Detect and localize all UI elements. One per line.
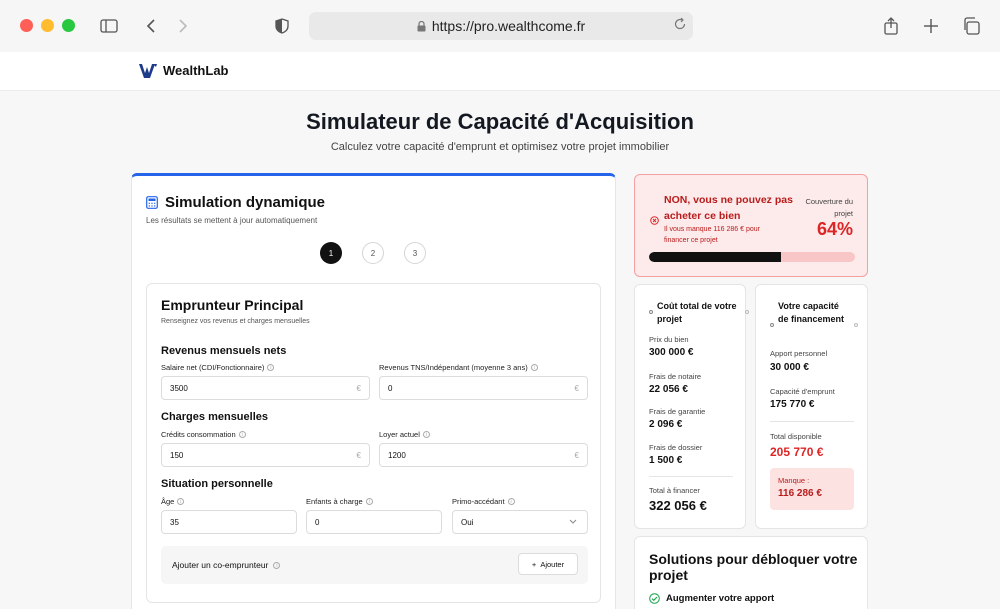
total-label: Total à financer: [649, 486, 700, 495]
financing-title: [778, 300, 850, 326]
coverage-value: 64%: [816, 219, 853, 239]
divider: [649, 476, 733, 477]
page-title: Simulateur de Capacité d'Acquisition: [306, 109, 694, 134]
salary-label-text: Salaire net (CDI/Fonctionnaire): [161, 363, 265, 372]
financing-title-text: Votre capacité de financement: [778, 301, 845, 324]
sidebar-icon[interactable]: [95, 12, 123, 40]
salary-value: 3500: [170, 383, 188, 393]
euro-unit: €: [574, 384, 579, 393]
info-icon[interactable]: i: [273, 562, 280, 569]
coverage-label: Couverture du projet: [805, 197, 853, 218]
simulation-title-text: Simulation dynamique: [165, 194, 326, 211]
personal-section-title: Situation personnelle: [161, 478, 273, 490]
simulation-title: [146, 194, 325, 211]
info-icon[interactable]: i: [177, 498, 184, 505]
tns-label-text: Revenus TNS/Indépendant (moyenne 3 ans): [379, 363, 528, 372]
solution-item-label: Augmenter votre apport: [666, 593, 775, 604]
address-bar[interactable]: [309, 12, 693, 40]
total-value: 322 056 €: [649, 498, 707, 513]
new-tab-icon[interactable]: [917, 12, 945, 40]
info-icon[interactable]: i: [267, 364, 274, 371]
credits-input[interactable]: [161, 443, 370, 467]
price-label: Prix du bien: [649, 335, 689, 344]
coborrower-label-text: Ajouter un co-emprunteur: [172, 560, 269, 570]
app-header: [0, 52, 1000, 91]
borrower-card: [146, 283, 601, 603]
tab-overview-icon[interactable]: [957, 12, 985, 40]
price-value: 300 000 €: [649, 347, 694, 358]
rent-input[interactable]: [379, 443, 588, 467]
bullet-icon: [745, 310, 749, 314]
zoom-window-button[interactable]: [62, 19, 75, 32]
info-icon[interactable]: i: [366, 498, 373, 505]
simulation-subtitle: Les résultats se mettent à jour automatiquement: [146, 216, 318, 225]
coborrower-label: [172, 560, 280, 570]
bullet-icon: [649, 310, 653, 314]
back-icon[interactable]: [137, 12, 165, 40]
age-value: 35: [170, 517, 179, 527]
loan-capacity-value: 175 770 €: [770, 399, 815, 410]
first-buyer-select[interactable]: [452, 510, 588, 534]
bullet-icon: [854, 323, 858, 327]
children-label: [306, 497, 373, 506]
add-coborrower-button[interactable]: [518, 553, 578, 575]
children-input[interactable]: [306, 510, 442, 534]
info-icon[interactable]: i: [239, 431, 246, 438]
file-fees-value: 1 500 €: [649, 455, 683, 466]
alert-detail: Il vous manque 116 286 € pour financer ce projet: [664, 226, 760, 244]
wealthlab-logo-icon: [139, 64, 157, 78]
plus-icon: +: [531, 559, 537, 569]
borrower-subtitle: Renseignez vos revenus et charges mensuelles: [161, 318, 310, 325]
guarantee-value: 2 096 €: [649, 419, 683, 430]
info-icon[interactable]: i: [531, 364, 538, 371]
salary-input[interactable]: [161, 376, 370, 400]
first-buyer-value: Oui: [461, 517, 474, 527]
divider: [770, 421, 854, 422]
rent-value: 1200: [388, 450, 406, 460]
financing-capacity-card: [755, 284, 868, 529]
children-value: 0: [315, 517, 320, 527]
solutions-title: Solutions pour débloquer votre projet: [649, 551, 858, 583]
reload-icon[interactable]: [673, 17, 687, 34]
solutions-card: [634, 536, 868, 609]
simulation-card: [131, 173, 616, 609]
step-2[interactable]: 2: [362, 242, 384, 264]
age-input[interactable]: [161, 510, 297, 534]
browser-toolbar: [0, 0, 1000, 52]
project-cost-card: [634, 284, 746, 529]
age-label: [161, 497, 184, 506]
check-circle-icon: [649, 593, 660, 604]
credits-value: 150: [170, 450, 184, 460]
available-label: Total disponible: [770, 432, 822, 441]
euro-unit: €: [574, 451, 579, 460]
close-window-button[interactable]: [20, 19, 33, 32]
info-icon[interactable]: i: [508, 498, 515, 505]
first-buyer-label-text: Primo-accédant: [452, 497, 505, 506]
tns-label: [379, 363, 538, 372]
file-fees-label: Frais de dossier: [649, 443, 703, 452]
forward-icon[interactable]: [169, 12, 197, 40]
chevron-down-icon: [569, 517, 577, 527]
guarantee-label: Frais de garantie: [649, 407, 706, 416]
solution-item[interactable]: [649, 593, 774, 604]
first-buyer-label: [452, 497, 515, 506]
credits-label: [161, 430, 246, 439]
url-text: https://pro.wealthcome.fr: [431, 18, 586, 34]
contribution-value: 30 000 €: [770, 362, 809, 373]
info-icon[interactable]: i: [423, 431, 430, 438]
result-alert-card: [634, 174, 868, 277]
lock-icon: [417, 21, 426, 32]
credits-label-text: Crédits consommation: [161, 430, 236, 439]
cost-title-text: Coût total de votre projet: [657, 301, 737, 324]
rent-label: [379, 430, 430, 439]
notary-value: 22 056 €: [649, 384, 688, 395]
income-section-title: Revenus mensuels nets: [161, 345, 287, 357]
add-button-label: Ajouter: [540, 559, 565, 569]
notary-label: Frais de notaire: [649, 372, 702, 381]
rent-label-text: Loyer actuel: [379, 430, 420, 439]
age-label-text: Âge: [161, 497, 175, 506]
children-label-text: Enfants à charge: [306, 497, 363, 506]
euro-unit: €: [356, 451, 361, 460]
borrower-title: Emprunteur Principal: [161, 297, 304, 313]
missing-label: Manque :: [778, 476, 810, 485]
loan-capacity-label: Capacité d'emprunt: [770, 387, 835, 396]
share-icon[interactable]: [877, 12, 905, 40]
step-3[interactable]: 3: [404, 242, 426, 264]
alert-title: NON, vous ne pouvez pas acheter ce bien: [664, 194, 793, 222]
cost-title: [657, 300, 737, 326]
logo[interactable]: [139, 63, 229, 78]
contribution-label: Apport personnel: [770, 349, 828, 358]
available-value: 205 770 €: [770, 445, 824, 459]
salary-label: [161, 363, 274, 372]
logo-text: WealthLab: [163, 63, 229, 78]
minimize-window-button[interactable]: [41, 19, 54, 32]
error-circle-icon: [650, 212, 659, 230]
coverage-progress-fill: [649, 252, 781, 262]
coverage-progress-bar: [649, 252, 855, 262]
coborrower-section: [161, 546, 588, 584]
privacy-shield-icon[interactable]: [268, 12, 296, 40]
missing-value: 116 286 €: [778, 488, 822, 499]
bullet-icon: [770, 323, 774, 327]
charges-section-title: Charges mensuelles: [161, 411, 268, 423]
page-subtitle: Calculez votre capacité d'emprunt et optimisez votre projet immobilier: [330, 141, 670, 153]
step-1[interactable]: 1: [320, 242, 342, 264]
missing-amount-box: [770, 468, 854, 510]
tns-value: 0: [388, 383, 393, 393]
tns-input[interactable]: [379, 376, 588, 400]
euro-unit: €: [356, 384, 361, 393]
calculator-icon: [146, 196, 158, 209]
